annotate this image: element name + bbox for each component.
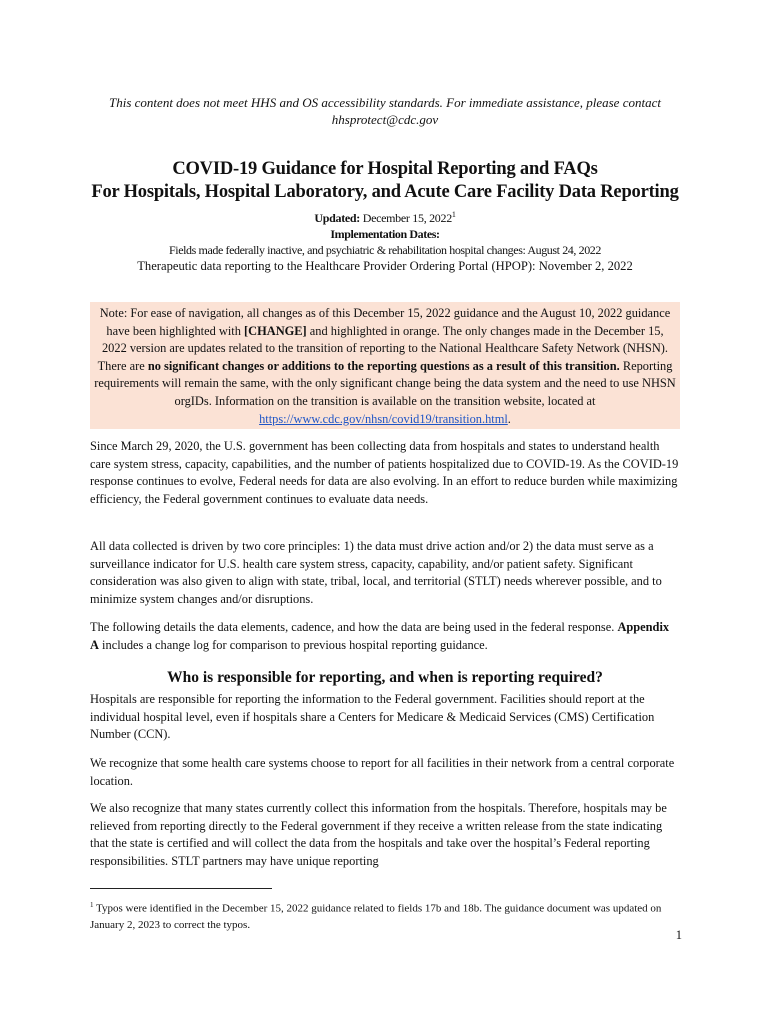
paragraph-text: Hospitals are responsible for reporting the information to the Federal government. Facilities should report at the individual hospital level, even if hospitals share a Centers for Medicare & Medicaid Services (CMS) Certification Number (CCN).	[90, 692, 655, 742]
intro-paragraph-3	[90, 619, 680, 654]
callout-text-1: Note: For ease of navigation, all changes as of this December 15, 2022 guidance and the August 10, 2022 guidance have been highlighted with	[99, 306, 671, 338]
footnote-divider	[90, 888, 272, 889]
footnote-reference: 1	[451, 210, 456, 219]
section-paragraph-2	[90, 755, 680, 790]
paragraph-text-start: The following details the data elements, cadence, and how the data are being used in the federal response.	[90, 620, 618, 634]
footnote-text: Typos were identified in the December 15, 2022 guidance related to fields 17b and 18b. The guidance document was updated on January 2, 2023 to correct the typos.	[90, 902, 662, 931]
callout-text-4: .	[507, 411, 511, 426]
updated-date	[90, 207, 680, 226]
section-paragraph-1	[90, 691, 680, 744]
callout-text-2: and highlighted in orange. The only changes made in the December 15, 2022 version are updates related to the transition of reporting to the National Healthcare Safety Network (NHSN). There are	[97, 323, 668, 373]
section-paragraph-3	[90, 800, 680, 870]
callout-bold-statement: no significant changes or additions to the reporting questions as a result of this transition.	[147, 358, 620, 373]
callout-text-3: Reporting requirements will remain the same, with the only significant change being the data system and the need to use NHSN orgIDs. Information on the transition is available on the transition website, located at	[94, 358, 676, 408]
transition-website-link[interactable]: https://www.cdc.gov/nhsn/covid19/transition.html	[259, 411, 508, 426]
intro-paragraph-1	[90, 438, 680, 508]
implementation-hpop-line: Therapeutic data reporting to the Healthcare Provider Ordering Portal (HPOP): November 2, 2022	[137, 259, 633, 273]
updated-date-value: December 15, 2022	[362, 211, 452, 225]
footnote-mark: 1	[90, 901, 94, 909]
document-title-line-2: For Hospitals, Hospital Laboratory, and Acute Care Facility Data Reporting	[91, 182, 679, 202]
document-title-line-1: COVID-19 Guidance for Hospital Reporting and FAQs	[172, 159, 598, 179]
paragraph-text: Since March 29, 2020, the U.S. government has been collecting data from hospitals and states to understand health care system stress, capacity, capabilities, and the number of patients hospitalized due to COVID-19. As the COVID-19 response continues to evolve, Federal needs for data are also evolving. In an effort to reduce burden while maximizing efficiency, the Federal government continues to evaluate data needs.	[90, 439, 679, 506]
paragraph-text: All data collected is driven by two core principles: 1) the data must drive action and/or 2) the data must serve as a surveillance indicator for U.S. health care system stress, capacity, capability, and/or patient safety. Significant consideration was also given to align with state, tribal, local, and territorial (STLT) needs wherever possible, and to minimize system changes and/or disruptions.	[90, 539, 662, 606]
accessibility-notice: This content does not meet HHS and OS accessibility standards. For immediate assistance, please contact hhsprotect@cdc.gov	[109, 95, 661, 127]
implementation-fields-line: Fields made federally inactive, and psychiatric & rehabilitation hospital changes: August 24, 2022	[168, 243, 602, 257]
paragraph-text: We recognize that some health care systems choose to report for all facilities in their network from a central corporate location.	[90, 756, 675, 788]
change-note-callout	[90, 302, 680, 429]
section-heading: Who is responsible for reporting, and when is reporting required?	[167, 669, 603, 686]
page-number: 1	[675, 928, 682, 942]
updated-label: Updated:	[314, 211, 360, 225]
paragraph-text	[90, 619, 680, 654]
change-tag: [CHANGE]	[244, 323, 307, 338]
paragraph-text-end: includes a change log for comparison to previous hospital reporting guidance.	[98, 637, 488, 652]
appendix-a-reference: Appendix A	[90, 620, 670, 652]
footnote	[90, 897, 680, 933]
implementation-dates-heading: Implementation Dates:	[330, 227, 440, 241]
paragraph-text: We also recognize that many states currently collect this information from the hospitals. Therefore, hospitals may be relieved from reporting directly to the Federal government if they receive a written release from the state indicating that the state is certified and will collect the data from the hospitals and take over the hospital’s Federal reporting responsibilities. STLT partners may have unique reporting	[90, 801, 667, 868]
intro-paragraph-2	[90, 538, 680, 608]
title-block	[90, 158, 680, 275]
